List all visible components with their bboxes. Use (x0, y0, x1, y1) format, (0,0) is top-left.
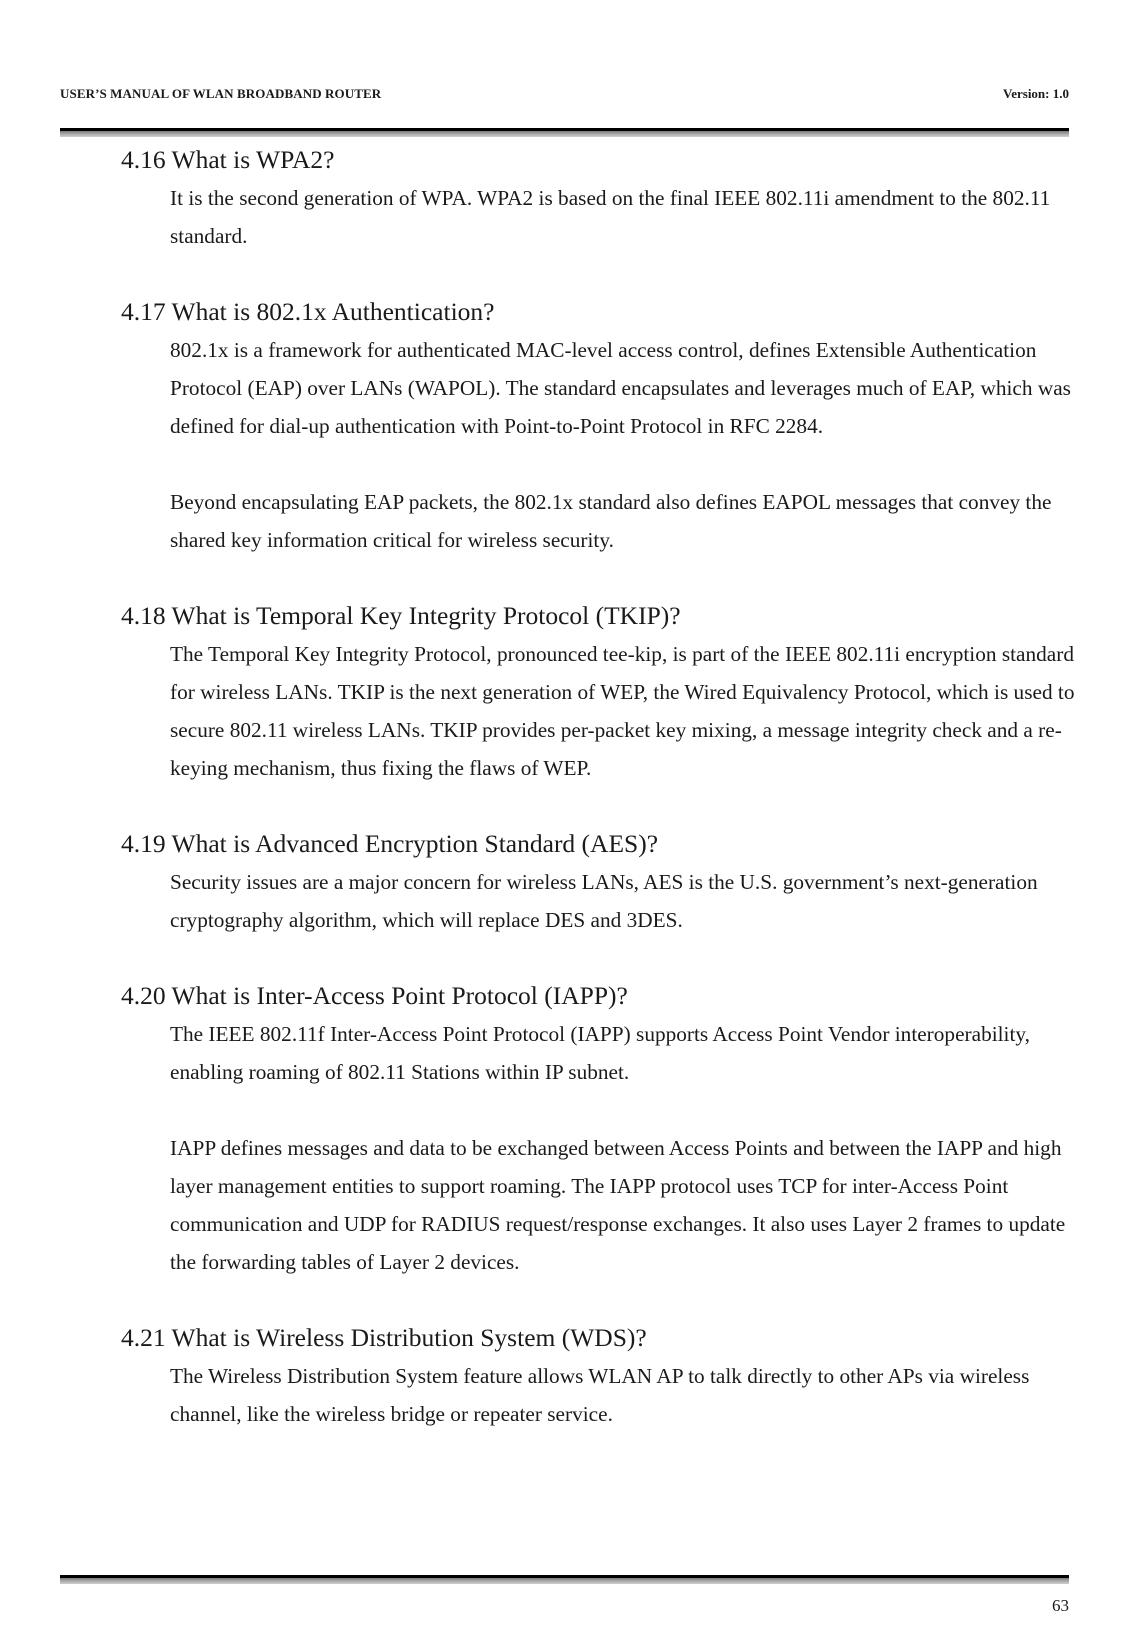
section-8021x-authentication (121, 293, 1079, 559)
footer-divider (60, 1575, 1069, 1584)
section-heading: 4.17 What is 802.1x Authentication? (121, 297, 495, 326)
document-body (121, 141, 1079, 1433)
section-wpa2 (121, 141, 1079, 255)
section-heading: 4.19 What is Advanced Encryption Standard (AES)? (121, 829, 659, 858)
section-heading: 4.20 What is Inter-Access Point Protocol (IAPP)? (121, 981, 628, 1010)
section-paragraph: The Wireless Distribution System feature allows WLAN AP to talk directly to other APs via wireless channel, like the wireless bridge or repeater service. (170, 1364, 1030, 1426)
section-paragraph: The IEEE 802.11f Inter-Access Point Protocol (IAPP) supports Access Point Vendor interoperability, enabling roaming of 802.11 Stations within IP subnet. (170, 1022, 1030, 1084)
section-paragraph: 802.1x is a framework for authenticated MAC-level access control, defines Extensible Authentication Protocol (EAP) over LANs (WAPOL). The standard encapsulates and leverages much of EAP, which was defined for dial-up authentication with Point-to-Point Protocol in RFC 2284. (170, 338, 1071, 438)
section-paragraph: The Temporal Key Integrity Protocol, pronounced tee-kip, is part of the IEEE 802.11i encryption standard for wireless LANs. TKIP is the next generation of WEP, the Wired Equivalency Protocol, which is used to secure 802.11 wireless LANs. TKIP provides per-packet key mixing, a message integrity check and a re-keying mechanism, thus fixing the flaws of WEP. (170, 642, 1075, 780)
section-heading: 4.21 What is Wireless Distribution System (WDS)? (121, 1323, 647, 1352)
version-label: Version: 1.0 (1003, 86, 1069, 101)
page-header (60, 86, 1069, 106)
page-number: 63 (1052, 1596, 1069, 1615)
section-paragraph: It is the second generation of WPA. WPA2 is based on the final IEEE 802.11i amendment to the 802.11 standard. (170, 186, 1051, 248)
section-heading: 4.18 What is Temporal Key Integrity Protocol (TKIP)? (121, 601, 681, 630)
section-heading: 4.16 What is WPA2? (121, 145, 335, 174)
header-divider (60, 128, 1069, 137)
section-paragraph: Beyond encapsulating EAP packets, the 802.1x standard also defines EAPOL messages that convey the shared key information critical for wireless security. (170, 490, 1052, 552)
manual-title: USER’S MANUAL OF WLAN BROADBAND ROUTER (60, 86, 382, 101)
section-paragraph: Security issues are a major concern for wireless LANs, AES is the U.S. government’s next-generation cryptography algorithm, which will replace DES and 3DES. (170, 870, 1038, 932)
section-iapp (121, 977, 1079, 1281)
section-tkip (121, 597, 1079, 787)
section-paragraph: IAPP defines messages and data to be exchanged between Access Points and between the IAPP and high layer management entities to support roaming. The IAPP protocol uses TCP for inter-Access Point communication and UDP for RADIUS request/response exchanges. It also uses Layer 2 frames to update the forwarding tables of Layer 2 devices. (170, 1136, 1066, 1274)
section-aes (121, 825, 1079, 939)
section-wds (121, 1319, 1079, 1433)
